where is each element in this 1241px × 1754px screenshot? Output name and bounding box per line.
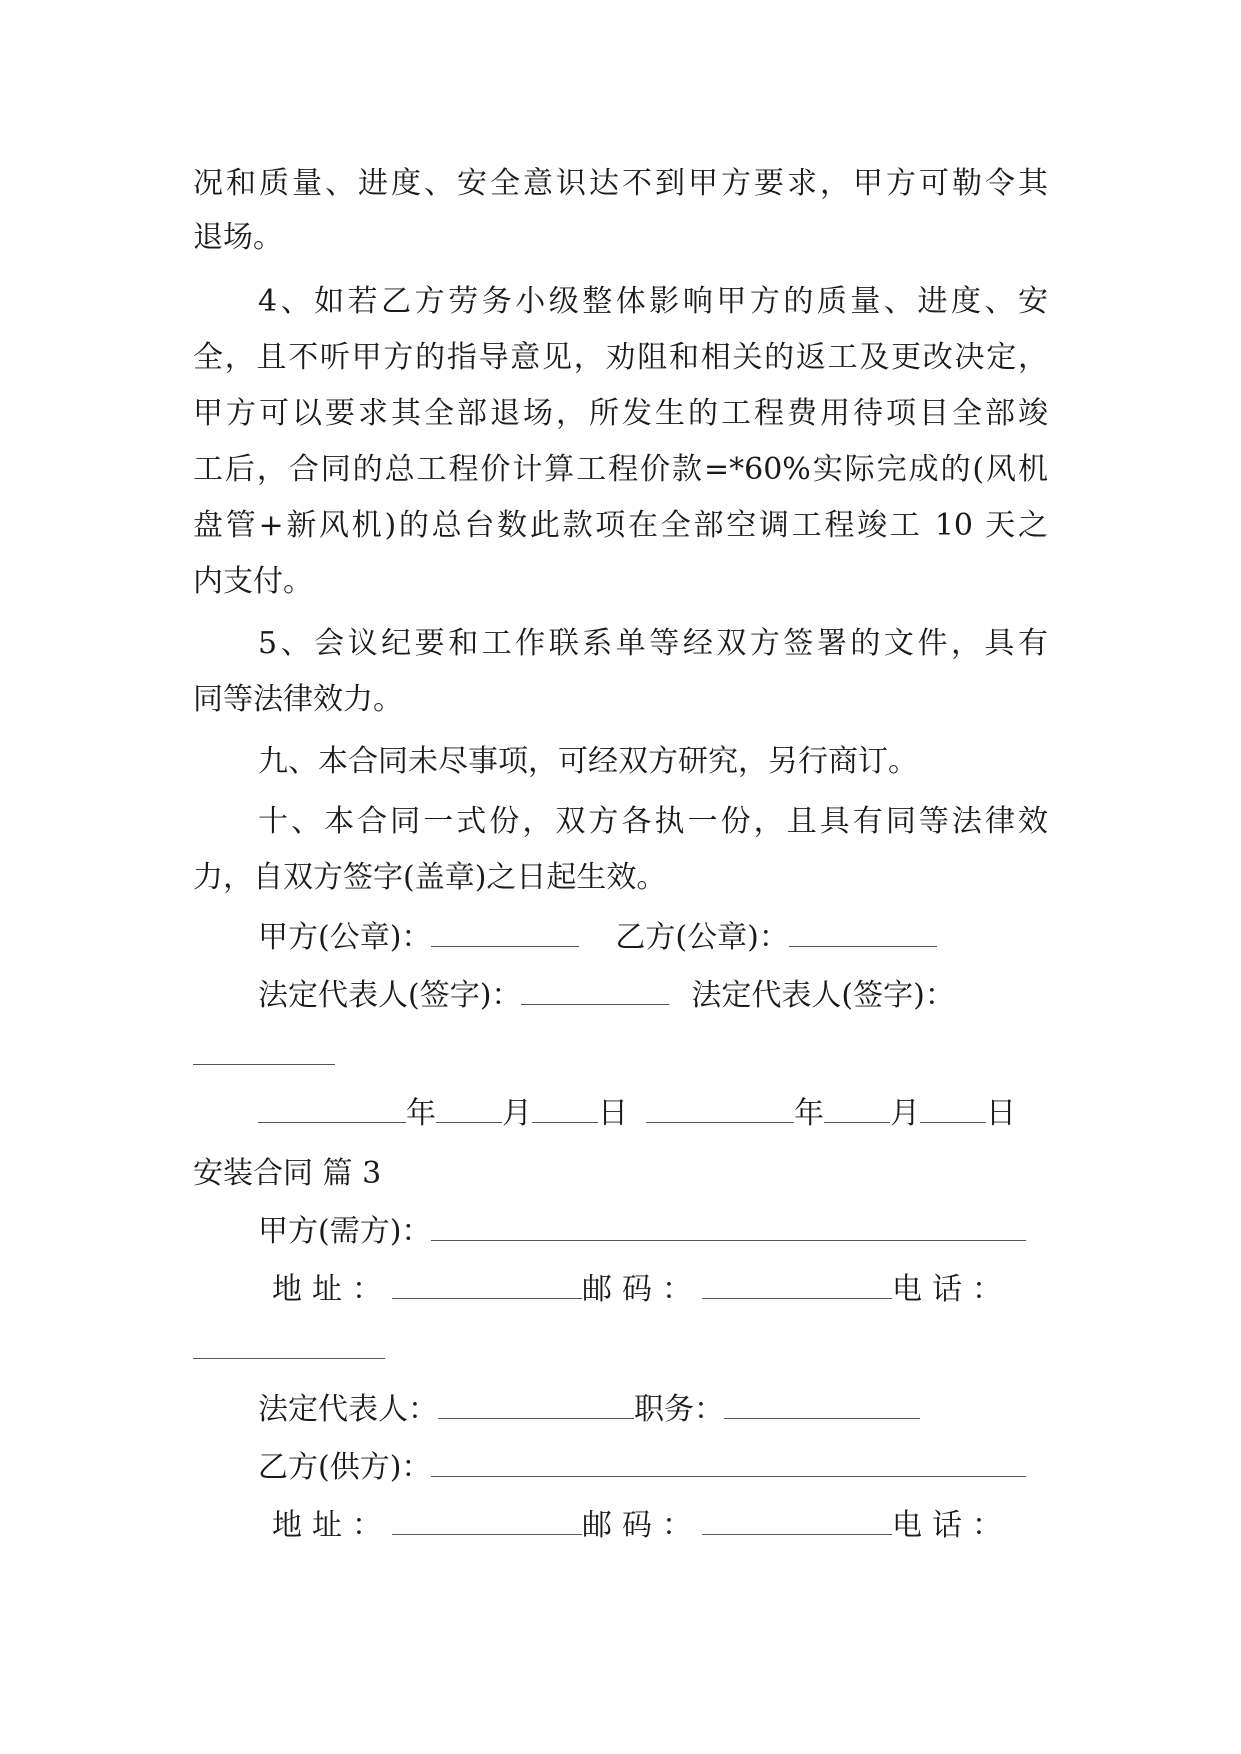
date-b-year-blank[interactable] xyxy=(646,1094,794,1123)
date-a-month-blank[interactable] xyxy=(436,1094,502,1123)
item-4-line-4: 工后，合同的总工程价计算工程价款=*60%实际完成的(风机 xyxy=(193,452,1048,487)
item-4-line-2: 全，且不听甲方的指导意见，劝阻和相关的返工及更改决定， xyxy=(193,340,1048,375)
address-blank-a[interactable] xyxy=(392,1270,582,1299)
party-a-seal-blank[interactable] xyxy=(431,918,579,947)
party-a-blank[interactable] xyxy=(431,1212,1026,1241)
date-b-month-label: 月 xyxy=(890,1096,920,1131)
rep-b-blank[interactable] xyxy=(193,1064,335,1065)
clause-continuation-line-2: 退场。 xyxy=(193,220,283,255)
date-a-day-label: 日 xyxy=(598,1096,628,1131)
date-row xyxy=(258,1094,1016,1134)
item-4-line-1: 4、如若乙方劳务小级整体影响甲方的质量、进度、安 xyxy=(258,284,1048,319)
date-b-day-blank[interactable] xyxy=(920,1094,986,1123)
date-a-year-blank[interactable] xyxy=(258,1094,406,1123)
date-a-year-label: 年 xyxy=(406,1096,436,1131)
article-9: 九、本合同未尽事项，可经双方研究，另行商订。 xyxy=(258,744,918,779)
item-4-line-3: 甲方可以要求其全部退场，所发生的工程费用待项目全部竣 xyxy=(193,396,1048,431)
date-a-day-blank[interactable] xyxy=(532,1094,598,1123)
item-5-line-2: 同等法律效力。 xyxy=(193,682,403,717)
phone-label-a: 电话： xyxy=(892,1272,1012,1307)
postcode-label-a: 邮码： xyxy=(582,1272,702,1307)
rep-a-blank[interactable] xyxy=(521,976,669,1005)
item-4-line-6: 内支付。 xyxy=(193,564,313,599)
section-title: 安装合同 篇 3 xyxy=(193,1156,382,1191)
clause-continuation-line-1: 况和质量、进度、安全意识达不到甲方要求，甲方可勒令其 xyxy=(193,166,1048,201)
rep-b-label: 法定代表人(签字)： xyxy=(691,978,955,1013)
phone-blank-a[interactable] xyxy=(193,1358,385,1359)
address-label-a: 地址： xyxy=(272,1272,392,1307)
position-blank[interactable] xyxy=(724,1390,920,1419)
party-a-row xyxy=(258,1212,1026,1252)
address-label-b: 地址： xyxy=(272,1508,392,1543)
rep-a-label: 法定代表人(签字)： xyxy=(258,978,522,1013)
party-b-row xyxy=(258,1448,1026,1488)
seal-row xyxy=(258,918,937,958)
party-b-seal-blank[interactable] xyxy=(789,918,937,947)
party-a-seal-label: 甲方(公章)： xyxy=(258,920,432,955)
postcode-blank-b[interactable] xyxy=(702,1506,892,1535)
address-row-a xyxy=(272,1270,1012,1310)
date-a-month-label: 月 xyxy=(502,1096,532,1131)
party-b-blank[interactable] xyxy=(431,1448,1026,1477)
party-a-label: 甲方(需方)： xyxy=(258,1214,432,1249)
article-10-line-2: 力，自双方签字(盖章)之日起生效。 xyxy=(193,860,667,895)
position-label: 职务： xyxy=(634,1392,724,1427)
date-b-year-label: 年 xyxy=(794,1096,824,1131)
date-b-month-blank[interactable] xyxy=(824,1094,890,1123)
party-b-seal-label: 乙方(公章)： xyxy=(615,920,789,955)
party-b-label: 乙方(供方)： xyxy=(258,1450,432,1485)
address-blank-b[interactable] xyxy=(392,1506,582,1535)
item-4-line-5: 盘管+新风机)的总台数此款项在全部空调工程竣工 10 天之 xyxy=(193,508,1048,543)
legal-rep-blank[interactable] xyxy=(438,1390,634,1419)
article-10-line-1: 十、本合同一式份，双方各执一份，且具有同等法律效 xyxy=(258,804,1048,839)
legal-rep-row xyxy=(258,1390,920,1430)
representative-row xyxy=(258,976,955,1016)
item-5-line-1: 5、会议纪要和工作联系单等经双方签署的文件，具有 xyxy=(258,626,1048,661)
date-b-day-label: 日 xyxy=(986,1096,1016,1131)
postcode-label-b: 邮码： xyxy=(582,1508,702,1543)
postcode-blank-a[interactable] xyxy=(702,1270,892,1299)
legal-rep-label: 法定代表人： xyxy=(258,1392,438,1427)
phone-label-b: 电话： xyxy=(892,1508,1012,1543)
address-row-b xyxy=(272,1506,1012,1546)
